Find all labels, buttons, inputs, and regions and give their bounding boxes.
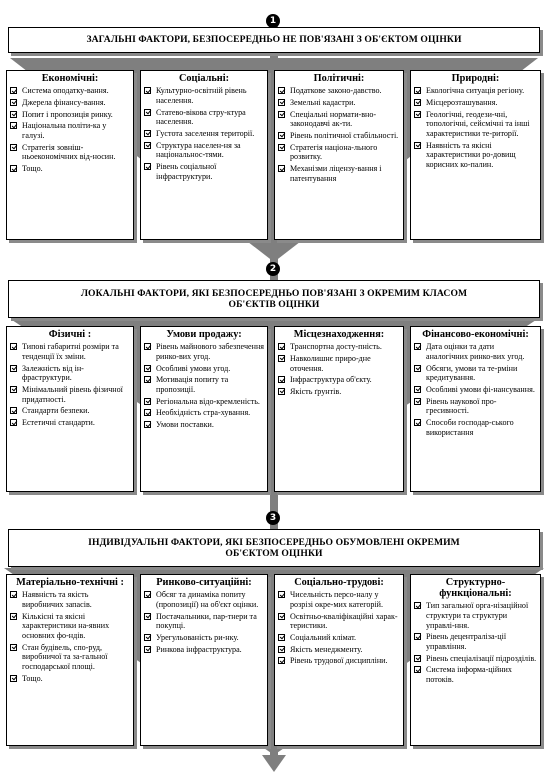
factor-item — [278, 656, 400, 666]
checkbox-icon — [278, 376, 285, 383]
checkbox-icon — [10, 165, 17, 172]
factor-group-suffix: : — [225, 73, 230, 84]
checkbox-icon — [414, 666, 421, 673]
factor-item — [10, 612, 130, 641]
factor-group-name: Політичні — [313, 73, 361, 84]
factor-item-text: Рівень спеціалізації підрозділів. — [426, 653, 537, 663]
factor-item-text: Типові габаритні розміри та тенденції їх зміни. — [22, 342, 119, 361]
factor-item — [144, 408, 264, 418]
checkbox-icon — [144, 634, 151, 641]
factor-item — [10, 364, 130, 383]
checkbox-icon — [414, 602, 421, 609]
factor-group-suffix: : — [85, 329, 92, 340]
factor-item — [414, 364, 537, 383]
factor-item — [414, 86, 537, 96]
checkbox-icon — [144, 409, 151, 416]
factor-group-suffix: : — [360, 73, 365, 84]
factor-group-box — [274, 70, 404, 240]
factor-item-text: Джерела фінансу-вання. — [22, 97, 106, 107]
factor-item-text: Ринкова інфраструктура. — [156, 644, 242, 654]
factor-group-box — [6, 326, 134, 492]
factor-item — [414, 342, 537, 361]
checkbox-icon — [10, 99, 17, 106]
factor-item-text: Рівень трудової дисципліни. — [290, 656, 388, 666]
factor-group-title — [144, 73, 264, 84]
factor-item-text: Регіональна відо-кремленість. — [156, 396, 260, 406]
factor-item-text: Естетичні стандарти. — [22, 418, 95, 428]
factor-item — [278, 612, 400, 631]
factor-item-text: Рівень політичної стабільності. — [290, 130, 399, 140]
checkbox-icon — [278, 613, 285, 620]
factor-list — [278, 590, 400, 666]
factor-item — [144, 342, 264, 361]
checkbox-icon — [144, 365, 151, 372]
factor-list — [414, 601, 537, 685]
factor-item — [144, 108, 264, 127]
factor-list — [144, 342, 264, 430]
factor-group-box — [6, 574, 134, 746]
factor-item-text: Способи господар-ського використання — [426, 418, 514, 437]
factor-group-title — [414, 329, 537, 340]
factor-item-text: Система оподатку-вання. — [22, 86, 109, 96]
checkbox-icon — [278, 646, 285, 653]
checkbox-icon — [10, 591, 17, 598]
factor-item-text: Необхідність стра-хування. — [156, 408, 251, 418]
factor-group-name: Соціальні — [178, 73, 226, 84]
factor-item — [414, 141, 537, 170]
factor-item-text: Спеціальні нормати-вно-законодавчі ак-ти. — [290, 109, 377, 129]
factor-item-text: Густота заселення території. — [156, 128, 255, 138]
factor-item — [10, 110, 130, 120]
checkbox-icon — [144, 87, 151, 94]
factor-item-text: Тип загальної орга-нізаційної структури та структури управлі-ння. — [426, 601, 529, 630]
factor-item — [10, 643, 130, 672]
factor-item-text: Механізми ліцензу-вання і патентування — [290, 164, 382, 183]
factor-list — [10, 342, 130, 428]
factor-item — [10, 342, 130, 361]
factor-item — [278, 375, 400, 385]
checkbox-icon — [144, 130, 151, 137]
factor-item-text: Освітньо-кваліфікаційні харак-теристики. — [290, 611, 398, 631]
checkbox-icon — [278, 591, 285, 598]
section-title-line: ЛОКАЛЬНІ ФАКТОРИ, ЯКІ БЕЗПОСЕРЕДНЬО ПОВ'ЯЗАНІ З ОКРЕМИМ КЛАСОМ — [80, 287, 468, 299]
factor-item — [144, 141, 264, 160]
factor-group-title — [278, 329, 400, 340]
factor-item — [278, 354, 400, 373]
checkbox-icon — [414, 343, 421, 350]
checkbox-icon — [414, 99, 421, 106]
factor-item-text: Наявність та якісні характеристики ро-довищ корисних ко-палин. — [426, 140, 516, 170]
factor-item-text: Мінімальний рівень фізичної придатності. — [22, 384, 123, 404]
factor-item — [10, 406, 130, 416]
factor-group-suffix: : — [508, 588, 512, 600]
factor-item-text: Обсяги, умови та те-рміни кредитування. — [426, 363, 518, 383]
factor-item-text: Тощо. — [22, 164, 43, 174]
factor-item — [144, 162, 264, 181]
factor-group-title — [10, 73, 130, 84]
factor-group-suffix: : — [238, 329, 242, 340]
checkbox-icon — [278, 388, 285, 395]
factor-item — [278, 131, 400, 141]
factor-group-name: Природні — [451, 73, 496, 84]
factor-item — [278, 645, 400, 655]
factor-group-title — [10, 329, 130, 340]
factor-item — [10, 674, 130, 684]
section-3-number: 3 — [266, 511, 280, 525]
checkbox-icon — [10, 111, 17, 118]
factor-item-text: Мотивація попиту та пропозиції. — [156, 375, 229, 394]
factor-group-title — [414, 577, 537, 599]
factor-list — [414, 86, 537, 170]
factor-item — [278, 387, 400, 397]
factor-item — [414, 385, 537, 395]
factor-item-text: Земельні кадастри. — [290, 97, 356, 107]
checkbox-icon — [10, 613, 17, 620]
factor-item — [414, 632, 537, 651]
checkbox-icon — [10, 365, 17, 372]
section-1-title — [8, 27, 540, 53]
checkbox-icon — [278, 355, 285, 362]
factor-item-text: Соціальний клімат. — [290, 632, 357, 642]
factor-item-text: Чисельність персо-налу у розрізі окре-мих категорій. — [290, 590, 384, 609]
factor-item — [144, 420, 264, 430]
factor-item-text: Геологічні, геодези-чні, топологічні, сейсмічні та інші характеристики те-риторії. — [426, 109, 530, 138]
factor-group-box — [140, 574, 268, 746]
checkbox-icon — [144, 421, 151, 428]
factor-item — [10, 418, 130, 428]
checkbox-icon — [278, 132, 285, 139]
section-title-line: ІНДИВІДУАЛЬНІ ФАКТОРИ, ЯКІ БЕЗПОСЕРЕДНЬО ОБУМОВЛЕНІ ОКРЕМИМ — [88, 536, 460, 548]
factor-group-box — [6, 70, 134, 240]
factor-list — [414, 342, 537, 437]
checkbox-icon — [144, 142, 151, 149]
factor-item — [278, 342, 400, 352]
factor-list — [10, 590, 130, 683]
factor-list — [278, 86, 400, 183]
factor-item — [144, 612, 264, 631]
checkbox-icon — [144, 343, 151, 350]
checkbox-icon — [278, 99, 285, 106]
factor-group-name: Соціально-трудові — [294, 577, 381, 588]
factor-item — [144, 590, 264, 609]
factor-item-text: Структура населен-ня за національнос-тями. — [156, 140, 241, 160]
section-title-line: ОБ'ЄКТІВ ОЦІНКИ — [228, 299, 320, 310]
checkbox-icon — [278, 343, 285, 350]
factor-group-suffix: : — [525, 329, 529, 340]
section-title-line: ЗАГАЛЬНІ ФАКТОРИ, БЕЗПОСЕРЕДНЬО НЕ ПОВ'ЯЗАНІ З ОБ'ЄКТОМ ОЦІНКИ — [86, 34, 462, 46]
factor-group-box — [410, 574, 541, 746]
factor-group-name: Фінансово-економічні — [422, 329, 526, 340]
checkbox-icon — [10, 343, 17, 350]
factor-group-name: Місцезнаходження — [293, 329, 381, 340]
factor-group-title — [144, 577, 264, 588]
factor-group-box — [140, 326, 268, 492]
factor-item-text: Стан будівель, спо-руд, виробничої та за-гальної господарської площі. — [22, 642, 108, 672]
factor-item — [278, 164, 400, 183]
checkbox-icon — [144, 376, 151, 383]
factor-item — [414, 601, 537, 630]
checkbox-icon — [278, 634, 285, 641]
checkbox-icon — [278, 111, 285, 118]
factor-item — [10, 86, 130, 96]
checkbox-icon — [10, 144, 17, 151]
factor-item-text: Особливі умови фі-нансування. — [426, 384, 535, 394]
checkbox-icon — [414, 87, 421, 94]
factor-group-name: Економічні — [41, 73, 95, 84]
factor-group-suffix: : — [94, 73, 99, 84]
factor-group-suffix: : — [380, 329, 385, 340]
factor-item-text: Рівень наукової про-гресивності. — [426, 396, 497, 416]
factor-item — [414, 665, 537, 684]
section-3-title — [8, 529, 540, 567]
factor-list — [144, 86, 264, 181]
factor-item — [414, 418, 537, 437]
factor-item-text: Рівень соціальної інфраструктури. — [156, 162, 217, 181]
checkbox-icon — [144, 398, 151, 405]
factor-item — [278, 86, 400, 96]
factor-item-text: Культурно-освітній рівень населення. — [156, 86, 247, 105]
section-1-number: 1 — [266, 14, 280, 28]
factor-item-text: Обсяг та динаміка попиту (пропозиції) на об'єкт оцінки. — [156, 590, 259, 609]
checkbox-icon — [10, 644, 17, 651]
factor-item — [10, 121, 130, 140]
factor-item — [10, 385, 130, 404]
factor-group-box — [274, 574, 404, 746]
factor-item-text: Особливі умови угод. — [156, 363, 231, 373]
factor-item — [144, 364, 264, 374]
factor-item — [278, 143, 400, 162]
factor-item — [278, 98, 400, 108]
factor-item-text: Транспортна досту-пність. — [290, 342, 382, 352]
factor-item-text: Система інформа-ційних потоків. — [426, 665, 512, 685]
factor-item-text: Екологічна ситуація регіону. — [426, 86, 525, 96]
down-arrow-icon — [262, 755, 286, 772]
factor-group-title — [278, 577, 400, 588]
factor-item-text: Місцерозташування. — [426, 97, 498, 107]
factor-item-text: Дата оцінки та дати аналогічних ринко-вих угод. — [426, 342, 525, 361]
factor-item-text: Постачальники, пар-тнери та покупці. — [156, 611, 257, 631]
factor-group-box — [274, 326, 404, 492]
factor-item-text: Тощо. — [22, 673, 43, 683]
factor-item-text: Попит і пропозиція ринку. — [22, 109, 113, 119]
checkbox-icon — [278, 657, 285, 664]
checkbox-icon — [278, 144, 285, 151]
factor-group-name: Фізичні — [48, 329, 86, 340]
checkbox-icon — [278, 87, 285, 94]
factor-group-suffix: : — [248, 577, 252, 588]
factor-item-text: Рівень децентраліза-ції управління. — [426, 632, 507, 652]
checkbox-icon — [144, 163, 151, 170]
factor-item-text: Наявність та якість виробничих запасів. — [22, 590, 92, 609]
checkbox-icon — [10, 407, 17, 414]
factor-group-box — [140, 70, 268, 240]
factor-item — [414, 98, 537, 108]
factor-item-text: Кількісні та якісні характеристики на-явних основних фо-ндів. — [22, 611, 110, 640]
factor-group-suffix: : — [380, 577, 384, 588]
factor-group-box — [410, 70, 541, 240]
factor-item — [414, 110, 537, 139]
factor-item — [414, 397, 537, 416]
factor-group-name: Структурно-функціональні — [439, 577, 509, 600]
checkbox-icon — [144, 646, 151, 653]
checkbox-icon — [414, 633, 421, 640]
factor-item — [144, 375, 264, 394]
factor-item-text: Умови поставки. — [156, 420, 214, 430]
factor-item — [278, 590, 400, 609]
factor-item-text: Статево-вікова стру-ктура населення. — [156, 107, 246, 127]
factor-item — [144, 129, 264, 139]
section-2-title — [8, 280, 540, 318]
factor-list — [10, 86, 130, 174]
checkbox-icon — [144, 109, 151, 116]
factor-group-suffix: : — [495, 73, 500, 84]
factor-list — [144, 590, 264, 654]
factor-group-suffix: : — [117, 577, 124, 588]
checkbox-icon — [414, 655, 421, 662]
factor-item — [10, 164, 130, 174]
checkbox-icon — [414, 365, 421, 372]
factor-group-title — [144, 329, 264, 340]
factor-item-text: Урегульованість ри-нку. — [156, 632, 239, 642]
factor-group-title — [10, 577, 130, 588]
factor-item — [10, 143, 130, 162]
checkbox-icon — [414, 419, 421, 426]
factor-group-box — [410, 326, 541, 492]
section-title-line: ОБ'ЄКТОМ ОЦІНКИ — [225, 548, 323, 559]
factor-item-text: Рівень майнового забезпечення ринко-вих угод. — [156, 342, 264, 361]
factor-item-text: Стратегія націона-льного розвитку. — [290, 142, 378, 162]
checkbox-icon — [10, 675, 17, 682]
factor-item — [414, 654, 537, 664]
factor-item — [10, 98, 130, 108]
checkbox-icon — [10, 87, 17, 94]
factor-group-name: Умови продажу — [166, 329, 239, 340]
section-2-number: 2 — [266, 262, 280, 276]
factor-item-text: Стратегія зовніш-ньоекономічних від-носин. — [22, 142, 116, 162]
factor-item — [144, 397, 264, 407]
factor-list — [278, 342, 400, 397]
checkbox-icon — [414, 386, 421, 393]
factor-item — [144, 645, 264, 655]
factor-item-text: Національна політи-ка у галузі. — [22, 121, 107, 140]
factor-item — [144, 86, 264, 105]
factor-item-text: Податкове законо-давство. — [290, 86, 382, 96]
checkbox-icon — [144, 591, 151, 598]
factor-item-text: Навколишнє приро-дне оточення. — [290, 353, 371, 373]
checkbox-icon — [414, 142, 421, 149]
checkbox-icon — [414, 111, 421, 118]
factor-item — [10, 590, 130, 609]
checkbox-icon — [10, 419, 17, 426]
factor-item-text: Інфраструктура об'єкту. — [290, 375, 372, 385]
factor-item — [278, 110, 400, 129]
checkbox-icon — [10, 122, 17, 129]
checkbox-icon — [414, 398, 421, 405]
factor-item-text: Стандарти безпеки. — [22, 406, 90, 416]
factor-item-text: Якість ґрунтів. — [290, 386, 342, 396]
checkbox-icon — [278, 165, 285, 172]
factor-group-title — [278, 73, 400, 84]
factor-group-title — [414, 73, 537, 84]
checkbox-icon — [10, 386, 17, 393]
factor-item — [278, 633, 400, 643]
factor-item — [144, 633, 264, 643]
factor-item-text: Залежність від ін-фраструктури. — [22, 363, 84, 383]
factor-group-name: Ринково-ситуаційні — [156, 577, 249, 588]
factor-group-name: Матеріально-технічні — [16, 577, 118, 588]
checkbox-icon — [144, 613, 151, 620]
factor-item-text: Якість менеджменту. — [290, 644, 363, 654]
